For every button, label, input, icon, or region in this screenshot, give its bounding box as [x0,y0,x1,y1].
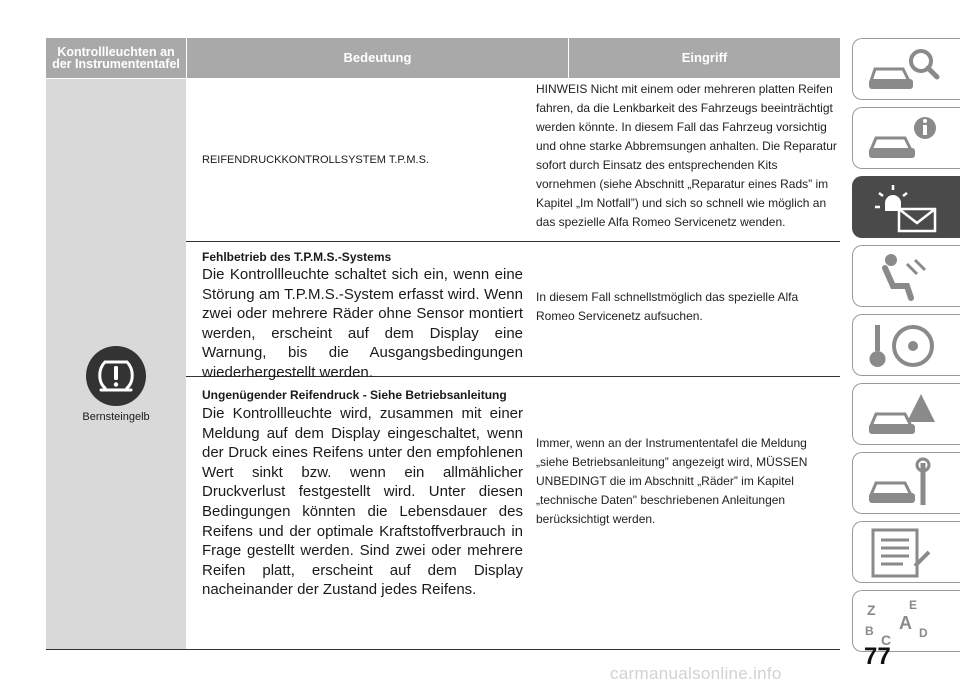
rows [186,78,840,649]
indicator-cell [46,78,186,649]
table-row [186,78,840,242]
car-warning-triangle-icon [863,388,943,442]
action-cell [523,78,840,241]
header-action: Eingriff [568,38,840,78]
warning-light-mail-icon [863,181,943,235]
action-text: Immer, wenn an der Instrumententafel die Meldung „siehe Betriebsanleitung” angezeigt wird, MÜSSEN UNBEDINGT die im Abschnitt „Räder” im Kapitel „technische Daten" beschriebenen Anleitungen berücksichtigt werden. [536,435,808,526]
meaning-cell [186,377,523,609]
watermark: carmanualsonline.info [610,664,782,683]
svg-text:A: A [899,613,912,633]
page-number: 77 [864,643,891,670]
key-steering-wheel-icon [863,319,943,373]
tab-car-search[interactable] [852,38,960,100]
action-text: HINWEIS Nicht mit einem oder mehreren platten Reifen fahren, da die Lenkbarkeit des Fahrzeugs beeinträchtigt werden könnte. In diesem Fall das Fahrzeug vorsichtig und ohne starke Abbremsungen anhalten. Die Reparatur sofort durch Einsatz des entsprechenden Kits vornehmen (siehe Abschnitt „Reparatur eines Rads” im Kapitel „Im Notfall”) und sich so schnell wie möglich an das spezielle Alfa Romeo Servicenetz wenden. [536,82,837,229]
table-row [186,242,840,381]
action-text: In diesem Fall schnellstmöglich das spezielle Alfa Romeo Servicenetz aufsuchen. [536,290,799,323]
warning-lights-table [46,38,840,650]
lamp-color-label: Bernsteingelb [82,411,150,423]
tab-safety[interactable] [852,245,960,307]
svg-text:Z: Z [867,602,876,618]
car-wrench-icon [863,457,943,511]
meaning-cell [186,78,523,241]
row-description: Die Kontrollleuchte wird, zusammen mit einer Meldung auf dem Display eingeschaltet, wenn der Druck eines Reifens unter den empfohlenen Wert sinkt bzw. wenn ein allmählicher Druckverlust festgestellt wird. Unter diesen Bedingungen könnten die Lebensdauer des Reifens und der optimale Kraftstoffverbrauch in Frage gestellt werden. Sind zwei oder mehrere Reifen platt, erscheint auf dem Display nacheinander der Zustand jedes Reifens. [202,405,523,599]
svg-text:D: D [919,626,928,640]
table-header [46,38,840,78]
header-indicator-line1: Kontrollleuchten an [57,45,175,59]
airbag-seat-icon [863,250,943,304]
header-indicator [46,38,186,78]
tab-starting-driving[interactable] [852,314,960,376]
svg-text:C: C [881,632,892,648]
row-description: Die Kontrollleuchte schaltet sich ein, wenn eine Störung am T.P.M.S.-System erfasst wird. Wenn zwei oder mehrere Räder ohne Sensor montiert werden, erscheint auf dem Display eine Warnung, bis die Ausgangsbedingungen wiederhergestellt werden. [202,266,523,381]
tab-technical-data[interactable] [852,521,960,583]
tab-car-info[interactable] [852,107,960,169]
tab-warning-lights[interactable] [852,176,960,238]
row-subtitle: Ungenügender Reifendruck - Siehe Betriebsanleitung [202,388,507,402]
svg-text:B: B [865,624,874,638]
tpms-warning-icon [85,345,147,407]
alphabet-index-icon [863,595,943,649]
tab-emergency[interactable] [852,383,960,445]
action-cell [523,242,840,376]
table-body [46,78,840,650]
table-row [186,377,840,609]
system-title: REIFENDRUCKKONTROLLSYSTEM T.P.M.S. [202,153,429,166]
tab-maintenance[interactable] [852,452,960,514]
car-info-icon [863,112,943,166]
document-list-icon [863,526,943,580]
header-meaning: Bedeutung [186,38,568,78]
header-indicator-line2: der Instrumententafel [52,57,180,71]
svg-text:E: E [909,598,918,612]
row-subtitle: Fehlbetrieb des T.P.M.S.-Systems [202,250,392,264]
car-search-icon [863,43,943,97]
meaning-cell [186,242,523,381]
action-cell [523,377,840,609]
